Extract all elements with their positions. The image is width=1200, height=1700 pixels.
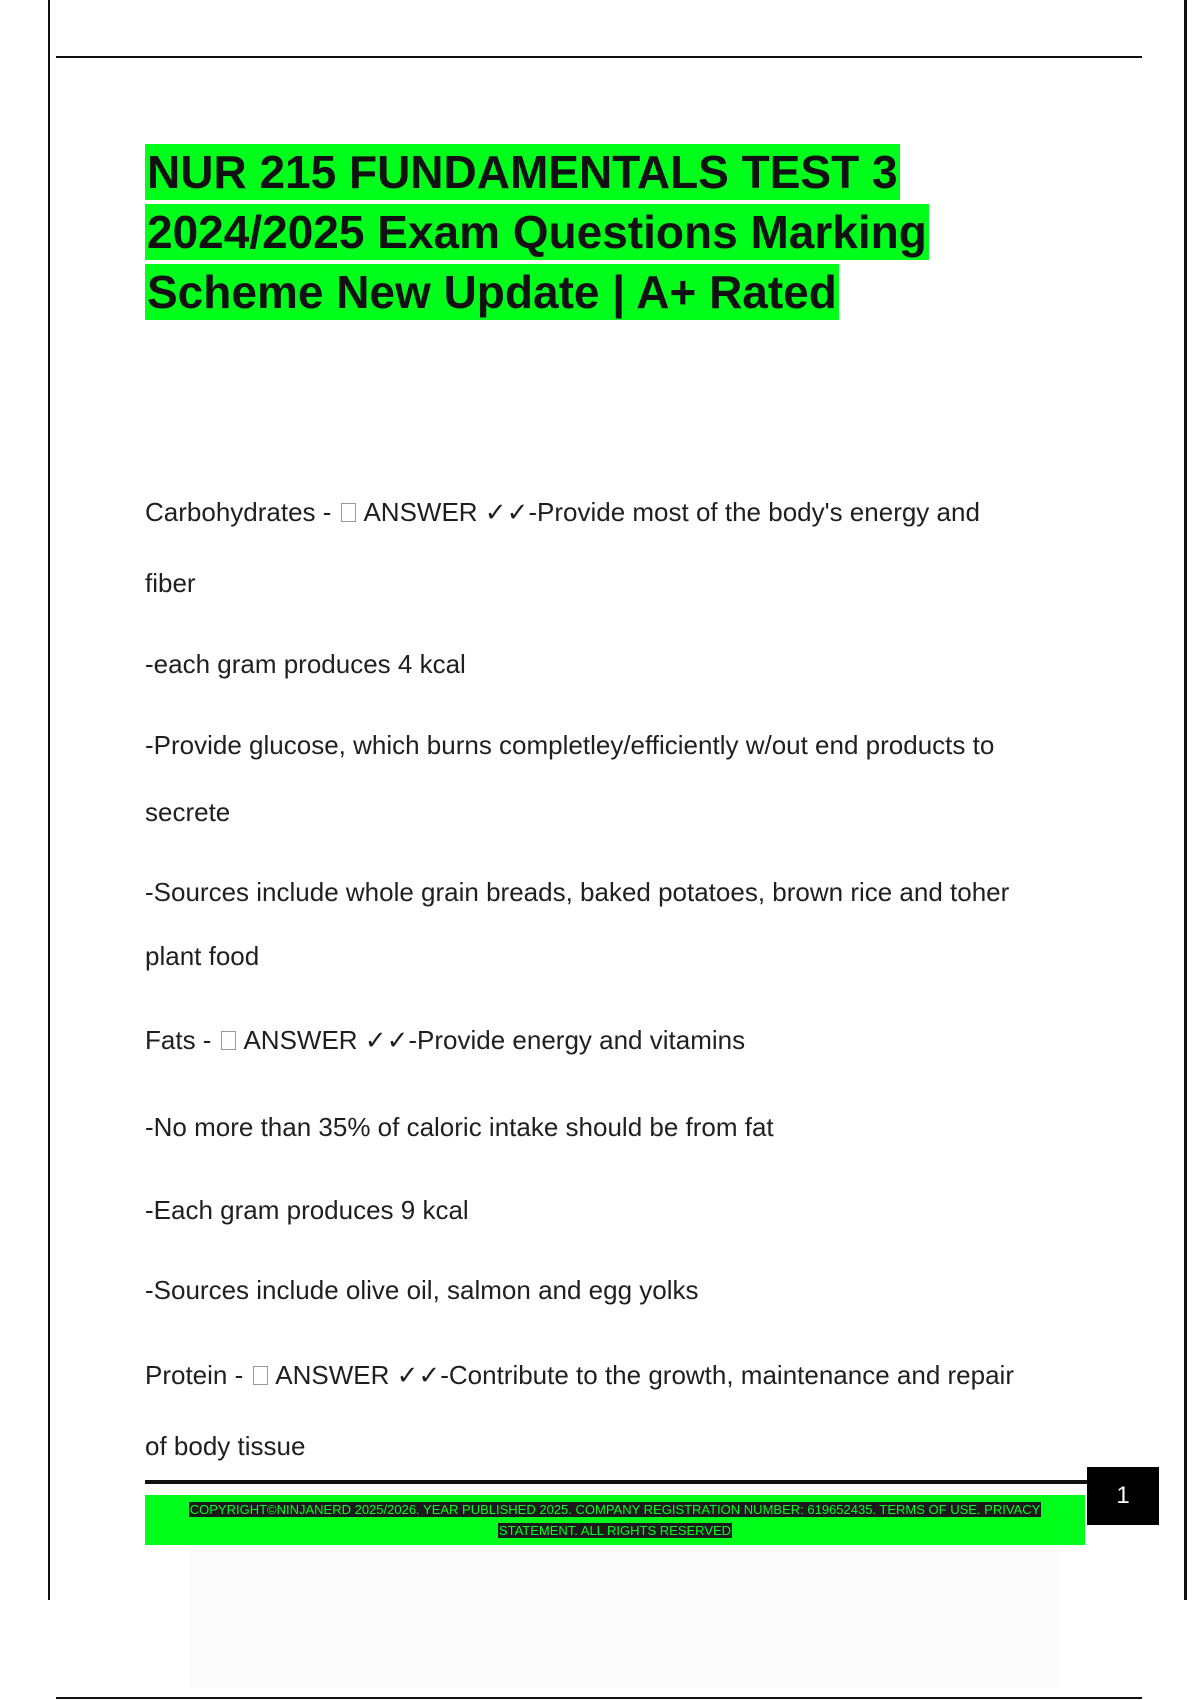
body-line: -Each gram produces 9 kcal — [145, 1195, 469, 1225]
term-label: Carbohydrates - — [145, 497, 339, 527]
title-line-3: Scheme New Update | A+ Rated — [147, 266, 837, 318]
page-border-right — [1184, 0, 1187, 1600]
paragraph-carbohydrates — [145, 478, 1105, 617]
page-border-left — [48, 0, 50, 1600]
body-line: -Sources include olive oil, salmon and egg yolks — [145, 1275, 699, 1305]
answer-text: ANSWER ✓✓-Provide energy and vitamins — [243, 1025, 746, 1055]
answer-continuation: fiber — [145, 568, 196, 598]
paragraph-carb-sources — [145, 858, 1105, 990]
term-label: Protein - — [145, 1360, 251, 1390]
body-line: -Provide glucose, which burns completley/efficiently w/out end products to — [145, 730, 995, 760]
blank-page-area — [190, 1548, 1060, 1688]
copyright-line-1: COPYRIGHT©NINJANERD 2025/2026. YEAR PUBLISHED 2025. COMPANY REGISTRATION NUMBER: 619652435. TERMS OF USE. PRIVACY — [189, 1502, 1041, 1517]
header-rule — [56, 56, 1142, 58]
checkbox-glyph-icon — [341, 503, 356, 522]
title-line-2: 2024/2025 Exam Questions Marking — [147, 206, 927, 258]
checkbox-glyph-icon — [253, 1366, 268, 1385]
checkbox-glyph-icon — [221, 1031, 236, 1050]
body-line: -each gram produces 4 kcal — [145, 649, 466, 679]
answer-text: ANSWER ✓✓-Provide most of the body's energy and — [363, 497, 980, 527]
paragraph-fats-kcal — [145, 1176, 1105, 1244]
page-number: 1 — [1087, 1467, 1159, 1525]
next-page-rule — [56, 1697, 1142, 1699]
paragraph-fats-sources — [145, 1256, 1105, 1324]
footer-rule — [145, 1480, 1087, 1484]
body-line: -Sources include whole grain breads, baked potatoes, brown rice and toher — [145, 877, 1010, 907]
term-label: Fats - — [145, 1025, 219, 1055]
answer-text: ANSWER ✓✓-Contribute to the growth, maintenance and repair — [275, 1360, 1014, 1390]
paragraph-fats — [145, 1006, 1105, 1074]
body-line-continuation: plant food — [145, 941, 260, 971]
paragraph-protein — [145, 1341, 1105, 1480]
document-title — [145, 142, 1045, 322]
paragraph-carb-kcal — [145, 630, 1105, 698]
copyright-line-2: STATEMENT. ALL RIGHTS RESERVED — [498, 1523, 732, 1538]
title-line-1: NUR 215 FUNDAMENTALS TEST 3 — [147, 146, 898, 198]
body-line: -No more than 35% of caloric intake should be from fat — [145, 1112, 774, 1142]
copyright-footer — [145, 1495, 1085, 1545]
answer-continuation: of body tissue — [145, 1431, 306, 1461]
paragraph-carb-glucose — [145, 711, 1105, 846]
paragraph-fats-intake — [145, 1093, 1105, 1161]
body-line-continuation: secrete — [145, 797, 231, 827]
